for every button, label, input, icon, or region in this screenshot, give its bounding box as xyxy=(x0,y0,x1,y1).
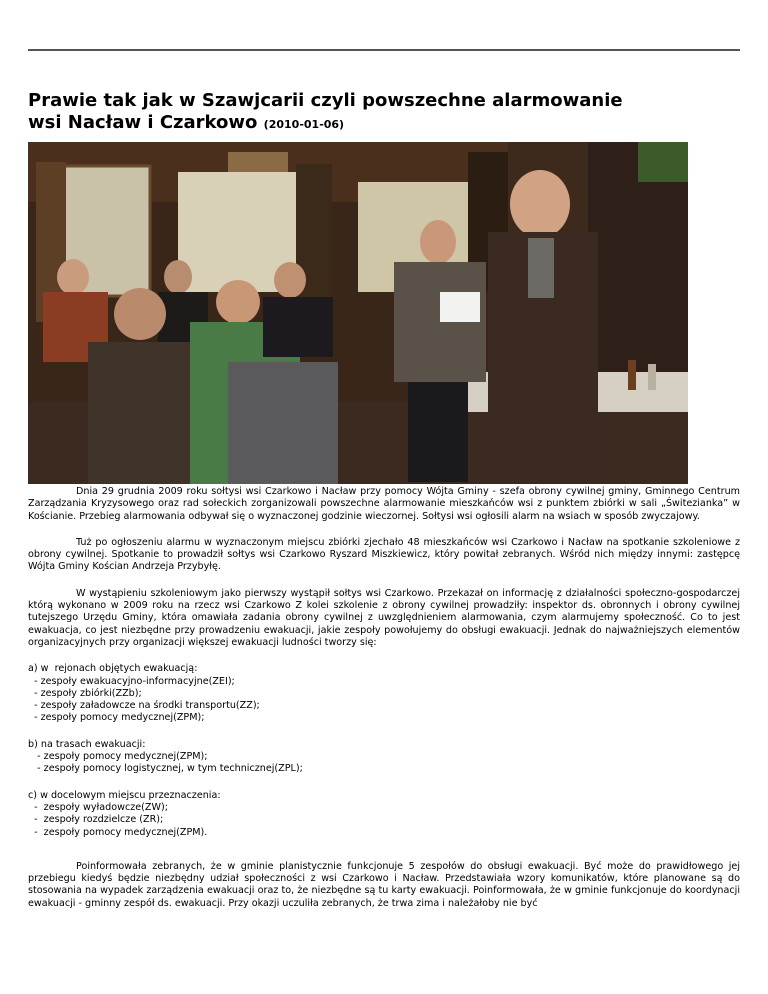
list-b xyxy=(28,739,740,776)
list-item: c) w docelowym miejscu przeznaczenia: xyxy=(28,789,221,801)
list-item: - zespoły załadowcze na środki transportu(ZZ); xyxy=(28,700,260,712)
list-item: - zespoły zbiórki(ZZb); xyxy=(28,687,142,699)
list-item: b) na trasach ewakuacji: xyxy=(28,738,146,750)
list-c xyxy=(28,790,740,839)
paragraph-4: Poinformowała zebranych, że w gminie planistycznie funkcjonuje 5 zespołów do obsługi ewakuacji. Być może do prawidłowego jej przebiegu kiedyś będzie niezbędny udział społeczności z wsi Czarkowo i Nacław. Przedstawiała wzory komunikatów, które planowane są do stosowania na wypadek zarządzenia ewakuacji oraz to, że niezbędne są tu karty ewakuacji. Poinformowała, że w gminie funkcjonuje do koordynacji ewakuacji - gminny zespół ds. ewakuacji. Przy okazji uczuliła zebranych, że trwa zima i należałoby nie być xyxy=(28,860,740,909)
article-date: (2010-01-06) xyxy=(263,118,345,131)
list-item: - zespoły pomocy medycznej(ZPM). xyxy=(28,826,208,838)
list-item: - zespoły pomocy logistycznej, w tym technicznej(ZPL); xyxy=(28,763,303,775)
paragraph-2: Tuż po ogłoszeniu alarmu w wyznaczonym miejscu zbiórki zjechało 48 mieszkańców wsi Czarkowo i Nacław na spotkanie szkoleniowe z obrony cywilnej. Spotkanie to prowadził sołtys wsi Czarkowo Ryszard Miszkiewicz, który powitał zebranych. Wśród nich między innymi: zastępcę Wójta Gminy Kościan Andrzeja Przybyłę. xyxy=(28,536,740,573)
list-item: - zespoły pomocy medycznej(ZPM); xyxy=(28,712,205,724)
title-line-1: Prawie tak jak w Szawjcarii czyli powszechne alarmowanie xyxy=(28,90,623,111)
article-title xyxy=(28,90,740,136)
list-item: - zespoły pomocy medycznej(ZPM); xyxy=(28,751,208,763)
list-a xyxy=(28,663,740,724)
list-item: - zespoły rozdzielcze (ZR); xyxy=(28,814,164,826)
list-item: a) w rejonach objętych ewakuacją: xyxy=(28,663,198,675)
article-body xyxy=(28,486,740,924)
top-divider xyxy=(28,49,740,51)
paragraph-1: Dnia 29 grudnia 2009 roku sołtysi wsi Czarkowo i Nacław przy pomocy Wójta Gminy - szefa obrony cywilnej gminy, Gminnego Centrum Zarządzania Kryzysowego oraz rad sołeckich zorganizowali powszechne alarmowanie mieszkańców wsi z punktem zbiórki w sali „Świtezianka” w Kościanie. Przebieg alarmowania odbywał się o wyznaczonej godzinie wieczornej. Sołtysi wsi ogłosili alarm na wsiach w sposób zwyczajowy. xyxy=(28,486,740,522)
list-item: - zespoły ewakuacyjno-informacyjne(ZEI); xyxy=(28,675,235,687)
list-item: - zespoły wyładowcze(ZW); xyxy=(28,801,168,813)
title-line-2: wsi Nacław i Czarkowo xyxy=(28,112,258,133)
paragraph-3: W wystąpieniu szkoleniowym jako pierwszy wystąpił sołtys wsi Czarkowo. Przekazał on informację z działalności społeczno-gospodarczej którą wykonano w 2009 roku na rzecz wsi Czarkowo Z kolei szkolenie z obrony cywilnej prowadziły: inspektor ds. obronnych i obrony cywilnej tutejszego Urzędu Gminy, która omawiała zadania obrony cywilnej z uwzględnieniem alarmowania, czym alarmujemy społeczność. Co to jest ewakuacja, co jest niezbędne przy prowadzeniu ewakuacji, jakie zespoły powołujemy do obsługi ewakuacji. Jednak do najważniejszych elementów organizacyjnych przy organizacji większej ewakuacji ludności tworzy się: xyxy=(28,587,740,648)
meeting-photo-illustration xyxy=(28,142,688,484)
article-photo xyxy=(28,142,688,484)
